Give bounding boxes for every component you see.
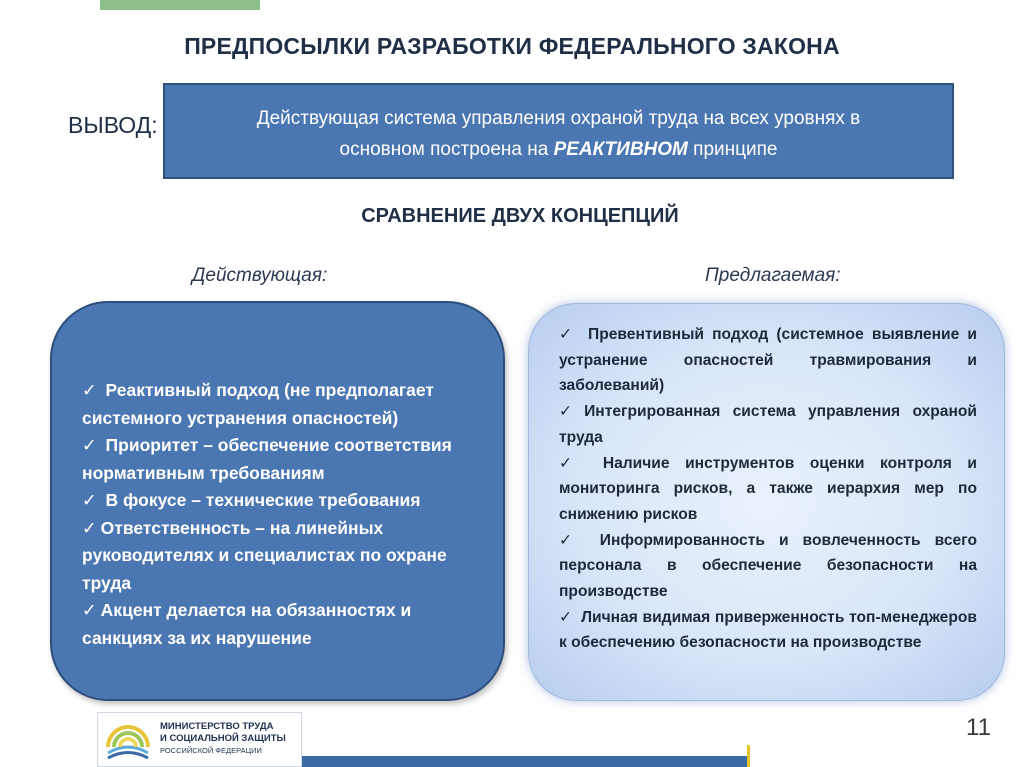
current-item-text: В фокусе – технические требования [105,490,421,510]
conclusion-box [163,83,954,179]
ministry-logo [97,712,302,767]
ministry-name-line-1: МИНИСТЕРСТВО ТРУДА [160,721,274,732]
ministry-name-line-2: И СОЦИАЛЬНОЙ ЗАЩИТЫ [160,733,286,744]
check-icon: ✓ [82,517,97,538]
page-number: 11 [966,714,991,741]
current-item [82,487,477,515]
proposed-heading: Предлагаемая: [705,265,841,286]
conclusion-emphasis: РЕАКТИВНОМ [553,139,688,160]
proposed-concept-box [528,303,1005,701]
ministry-name [160,721,286,757]
current-item [82,515,477,598]
check-icon: ✓ [82,490,97,510]
current-item-text: Приоритет – обеспечение соответствия нормативным требованиям [82,435,452,483]
current-item [82,432,477,487]
proposed-item [559,322,977,399]
footer-bar [302,756,747,767]
proposed-item-text: Превентивный подход (системное выявление и устранение опасностей травмирования и заболеваний) [559,326,977,395]
check-icon: ✓ [82,435,97,455]
footer-accent [747,745,750,767]
conclusion-line-2 [165,134,952,165]
proposed-item-text: Информированность и вовлеченность всего персонала в обеспечение безопасности на производстве [559,531,977,601]
current-item [82,377,477,432]
check-icon: ✓ [82,600,97,620]
proposed-item-text: Наличие инструментов оценки контроля и мониторинга рисков, а также иерархия мер по снижению рисков [559,454,977,523]
check-icon: ✓ [559,403,581,421]
proposed-item [559,605,977,656]
current-item-text: Ответственность – на линейных руководителях и специалистах по охране труда [82,517,447,593]
proposed-item [559,451,977,528]
current-item [82,597,477,652]
current-item-text: Реактивный подход (не предполагает системного устранения опасностей) [82,380,434,428]
conclusion-line-1: Действующая система управления охраной труда на всех уровнях в [256,108,861,129]
check-icon: ✓ [559,454,584,472]
proposed-item-text: Личная видимая приверженность топ-менеджеров к обеспечению безопасности на производстве [559,608,977,652]
current-concept-box [50,301,505,701]
check-icon: ✓ [82,380,97,400]
conclusion-label: ВЫВОД: [68,112,158,138]
proposed-item-text: Интегрированная система управления охраной труда [559,403,977,446]
ministry-emblem-icon [104,717,152,763]
current-heading: Действующая: [192,265,328,286]
page-title: ПРЕДПОСЫЛКИ РАЗРАБОТКИ ФЕДЕРАЛЬНОГО ЗАКОНА [184,33,840,59]
current-item-text: Акцент делается на обязанностях и санкциях за их нарушение [82,600,412,648]
ministry-name-line-3: РОССИЙСКОЙ ФЕДЕРАЦИИ [160,746,262,755]
check-icon: ✓ [559,531,582,549]
comparison-title: СРАВНЕНИЕ ДВУХ КОНЦЕПЦИЙ [361,205,679,227]
top-accent-bar [100,0,260,10]
conclusion-line-2-start: основном построена на [339,139,554,160]
proposed-item [559,399,977,450]
proposed-item [559,528,977,605]
check-icon: ✓ [559,326,576,343]
check-icon: ✓ [559,608,573,626]
conclusion-line-2-end: принципе [687,139,778,160]
